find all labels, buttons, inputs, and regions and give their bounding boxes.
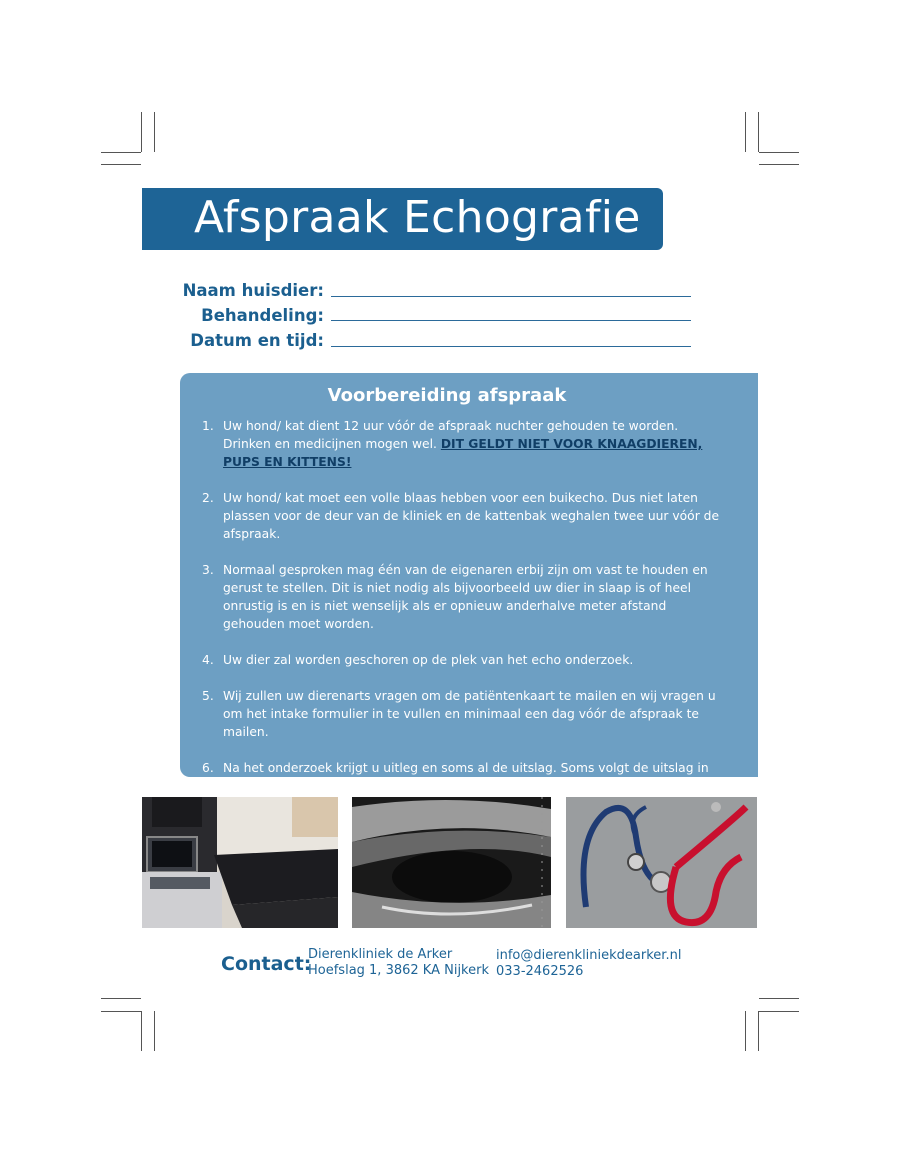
- page-title: Afspraak Echografie: [194, 192, 641, 243]
- crop-mark: [101, 164, 141, 165]
- preparation-heading: Voorbereiding afspraak: [327, 385, 567, 406]
- rodent-warning-link[interactable]: DIT GELDT NIET VOOR KNAAGDIEREN, PUPS EN KITTENS!: [223, 437, 703, 469]
- item-number: 6.: [202, 761, 214, 775]
- email-link[interactable]: info@dierenkliniekdearker.nl: [496, 948, 682, 963]
- list-item: [202, 417, 722, 471]
- item-text: Uw hond/ kat dient 12 uur vóór de afspraak nuchter gehouden te worden. Drinken en medicijnen mogen wel.: [223, 419, 679, 451]
- list-item: [202, 489, 722, 543]
- treatment-label: Behandeling:: [201, 306, 324, 325]
- item-text: Na het onderzoek krijgt u uitleg en soms al de uitslag. Soms volgt de uitslag in de dagen daarna. Uw dierenarts zal altijd het rapport ontvangen, tenzij u dat: [223, 761, 709, 793]
- item-text: Wij zullen uw dierenarts vragen om de patiëntenkaart te mailen en wij vragen u om het intake formulier in te vullen en minimaal een dag vóór de afspraak te mailen.: [223, 689, 716, 739]
- list-item: [202, 561, 722, 633]
- crop-mark: [101, 1011, 141, 1012]
- item-number: 5.: [202, 689, 214, 703]
- crop-mark: [141, 1011, 142, 1051]
- clinic-name: Dierenkliniek de Arker: [308, 947, 453, 962]
- phone-number[interactable]: 033-2462526: [496, 964, 584, 979]
- item-text: Normaal gesproken mag één van de eigenaren erbij zijn om vast te houden en gerust te stellen. Dit is niet nodig als bijvoorbeeld uw dier in slaap is of heel onrustig is en is niet wenselijk als er opnieuw anderhalve meter afstand gehouden moet worden.: [223, 563, 708, 631]
- datetime-label: Datum en tijd:: [190, 331, 324, 350]
- clinic-address: Hoefslag 1, 3862 KA Nijkerk: [308, 963, 489, 978]
- crop-mark: [141, 112, 142, 152]
- crop-mark: [759, 998, 799, 999]
- contact-label: Contact:: [221, 953, 312, 975]
- treatment-field[interactable]: [331, 320, 691, 321]
- item-text: Uw dier zal worden geschoren op de plek van het echo onderzoek.: [223, 653, 634, 667]
- item-number: 3.: [202, 563, 214, 577]
- crop-mark: [101, 998, 141, 999]
- item-number: 1.: [202, 419, 214, 433]
- crop-mark: [758, 112, 759, 152]
- preparation-panel: [180, 373, 758, 793]
- pet-name-label: Naam huisdier:: [182, 281, 324, 300]
- datetime-field[interactable]: [331, 346, 691, 347]
- ultrasound-scan-photo: [352, 797, 551, 928]
- ultrasound-room-photo: [142, 797, 338, 928]
- item-text: Uw hond/ kat moet een volle blaas hebben voor een buikecho. Dus niet laten plassen voor de deur van de kliniek en de kattenbak weghalen twee uur vóór de afspraak.: [223, 491, 720, 541]
- list-item: [202, 651, 722, 669]
- list-item: [202, 687, 722, 741]
- crop-mark: [745, 1011, 746, 1051]
- crop-mark: [745, 112, 746, 152]
- title-banner: [142, 188, 663, 250]
- crop-mark: [154, 1011, 155, 1051]
- pet-name-field[interactable]: [331, 296, 691, 297]
- crop-mark: [154, 112, 155, 152]
- crop-mark: [759, 1011, 799, 1012]
- crop-mark: [758, 1011, 759, 1051]
- crop-mark: [759, 164, 799, 165]
- item-number: 2.: [202, 491, 214, 505]
- crop-mark: [759, 152, 799, 153]
- stethoscopes-photo: [566, 797, 757, 928]
- item-number: 4.: [202, 653, 214, 667]
- crop-mark: [101, 152, 141, 153]
